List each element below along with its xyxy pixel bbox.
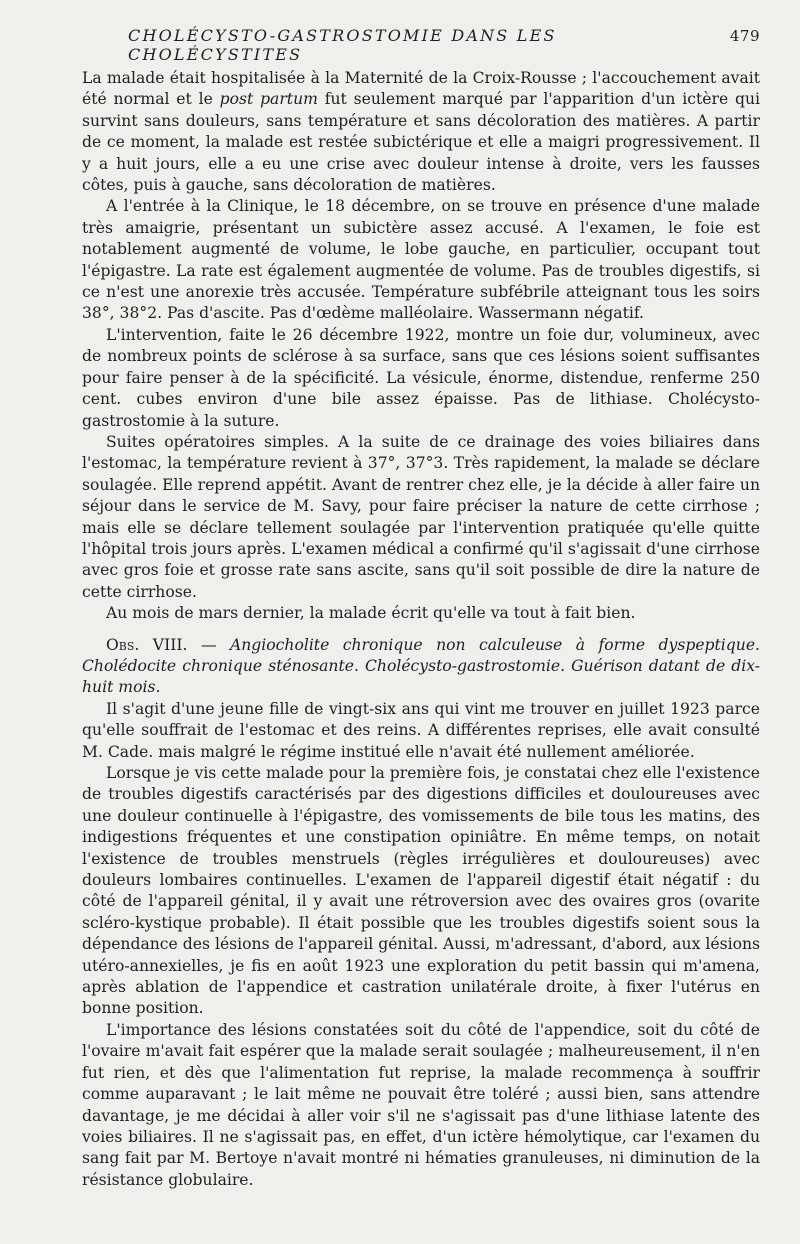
paragraph-7: Lorsque je vis cette malade pour la première fois, je constatai chez elle l'existence de troubles digestifs caractérisés par des digestions difficiles et douloureuses avec une douleur continuelle à l'épigastre, des vomissements de bile tous les matins, des indigestions fréquentes et une constipation opiniâtre. En même temps, on notait l'existence de troubles menstruels (règles irrégulières et douloureuses) avec douleurs lombaires continuelles. L'examen de l'appareil digestif était négatif : du côté de l'appareil génital, il y avait une rétroversion avec des ovaires gros (ovarite scléro-kystique probable). Il était possible que les troubles digestifs soient sous la dépendance des lésions de l'appareil génital. Aussi, m'adressant, d'abord, aux lésions utéro-annexielles, je fis en août 1923 une exploration du petit bassin qui m'amena, après ablation de l'appendice et castration unilatérale droite, à fixer l'utérus en bonne position. — [82, 764, 760, 1018]
observation-label: Obs. VIII. — [106, 635, 188, 654]
paragraph-5: Au mois de mars dernier, la malade écrit qu'elle va tout à fait bien. — [106, 604, 636, 623]
paragraph-6: Il s'agit d'une jeune fille de vingt-six ans qui vint me trouver en juillet 1923 parce qu'elle souffrait de l'estomac et des reins. A différentes reprises, elle avait consulté M. Cade. mais malgré le régime institué elle n'avait été nullement améliorée. — [82, 699, 760, 761]
section-spacer — [82, 625, 760, 635]
running-header — [82, 26, 760, 64]
page-number: 479 — [729, 27, 760, 45]
observation-title: Angiocholite chronique non calculeuse à forme dyspeptique. Cholédocite chronique sténosante. Cholécysto-gastrostomie. Guérison datant de dix-huit mois. — [82, 635, 761, 697]
paragraph-1-text-a: La malade était hospitalisée à la Maternité de la Croix-Rousse ; l'accouchement avait été normal et le — [82, 69, 760, 109]
paragraph-1-italic: post partum — [219, 90, 318, 109]
observation-dash: — — [187, 635, 230, 654]
observation-heading — [82, 635, 760, 699]
running-title: CHOLÉCYSTO-GASTROSTOMIE DANS LES CHOLÉCYSTITES — [128, 26, 557, 64]
paragraph-8: L'importance des lésions constatées soit du côté de l'appendice, soit du côté de l'ovaire m'avait fait espérer que la malade serait soulagée ; malheureusement, il n'en fut rien, et dès que l'alimentation fut reprise, la malade recommença à souffrir comme auparavant ; le lait même ne pouvait être toléré ; aussi bien, sans attendre davantage, je me décidai à aller voir s'il ne s'agissait pas d'une lithiase latente des voies biliaires. Il ne s'agissait pas, en effet, d'un ictère hémolytique, car l'examen du sang fait par M. Bertoye n'avait montré ni hématies granuleuses, ni diminution de la résistance globulaire. — [82, 1020, 760, 1189]
page-body — [82, 68, 760, 1191]
paragraph-1 — [82, 68, 760, 196]
paragraph-1-text-c: fut seulement marqué par l'apparition d'un ictère qui survint sans douleurs, sans température et sans décoloration des matières. A partir de ce moment, la malade est restée subictérique et elle a maigri progressivement. Il y a huit jours, elle a eu une crise avec douleur intense à droite, vers les fausses côtes, puis à gauche, sans décoloration de matières. — [82, 90, 760, 195]
paragraph-2: A l'entrée à la Clinique, le 18 décembre, on se trouve en présence d'une malade très amaigrie, présentant un subictère assez accusé. A l'examen, le foie est notablement augmenté de volume, le lobe gauche, en particulier, occupant tout l'épigastre. La rate est également augmentée de volume. Pas de troubles digestifs, si ce n'est une anorexie très accusée. Température subfébrile atteignant tous les soirs 38°, 38°2. Pas d'ascite. Pas d'œdème malléolaire. Wassermann négatif. — [82, 197, 760, 323]
paragraph-4: Suites opératoires simples. A la suite de ce drainage des voies biliaires dans l'estomac, la température revient à 37°, 37°3. Très rapidement, la malade se déclare soulagée. Elle reprend appétit. Avant de rentrer chez elle, je la décide à aller faire un séjour dans le service de M. Savy, pour faire préciser la nature de cette cirrhose ; mais elle se déclare tellement soulagée par l'intervention pratiquée qu'elle quitte l'hôpital trois jours après. L'examen médical a confirmé qu'il s'agissait d'une cirrhose avec gros foie et grosse rate sans ascite, sans qu'il soit possible de dire la nature de cette cirrhose. — [82, 432, 760, 601]
paragraph-3: L'intervention, faite le 26 décembre 1922, montre un foie dur, volumineux, avec de nombreux points de sclérose à sa surface, sans que ces lésions soient suffisantes pour faire penser à de la spécificité. La vésicule, énorme, distendue, renferme 250 cent. cubes environ d'une bile assez épaisse. Pas de lithiase. Cholécysto-gastrostomie à la suture. — [82, 325, 760, 430]
